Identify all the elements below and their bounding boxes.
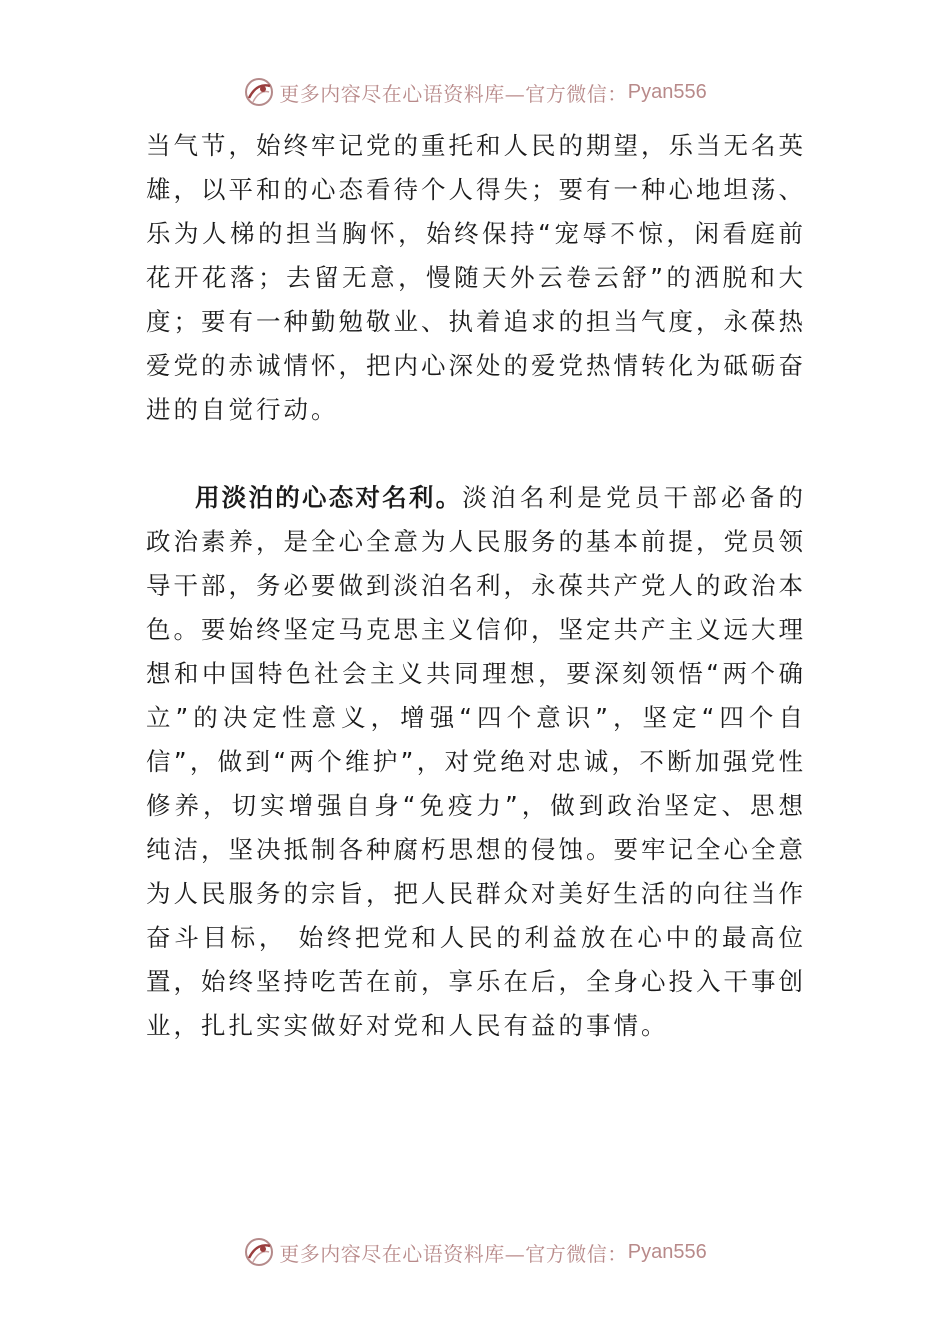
watermark-wechat-id: Pyan556 <box>627 80 707 103</box>
header-watermark <box>0 72 950 112</box>
watermark-text: 更多内容尽在心语资料库—官方微信： <box>279 1241 628 1266</box>
paragraph-continuation: 当气节，始终牢记党的重托和人民的期望，乐当无名英雄，以平和的心态看待个人得失；要有一种心地坦荡、乐为人梯的担当胸怀，始终保持“宠辱不惊，闲看庭前花开花落；去留无意，慢随天外云卷云舒”的洒脱和大度；要有一种勤勉敬业、执着追求的担当气度，永葆热爱党的赤诚情怀，把内心深处的爱党热情转化为砥砺奋进的自觉行动。 <box>146 131 806 424</box>
footer-watermark <box>0 1232 950 1272</box>
watermark-wechat-id: Pyan556 <box>627 1240 707 1263</box>
paragraph-heading: 用淡泊的心态对名利。 <box>195 483 463 512</box>
watermark-text: 更多内容尽在心语资料库—官方微信： <box>279 81 628 106</box>
logo-icon <box>243 76 275 108</box>
paragraph-body: 淡泊名利是党员干部必备的政治素养，是全心全意为人民服务的基本前提，党员领导干部，务必要做到淡泊名利，永葆共产党人的政治本色。要始终坚定马克思主义信仰，坚定共产主义远大理想和中国特色社会主义共同理想，要深刻领悟“两个确立”的决定性意义，增强“四个意识”，坚定“四个自信”，做到“两个维护”，对党绝对忠诚，不断加强党性修养，切实增强自身“免疫力”，做到政治坚定、思想纯洁，坚决抵制各种腐朽思想的侵蚀。要牢记全心全意为人民服务的宗旨，把人民群众对美好生活的向往当作奋斗目标， 始终把党和人民的利益放在心中的最高位置，始终坚持吃苦在前，享乐在后，全身心投入干事创业，扎扎实实做好对党和人民有益的事情。 <box>146 483 807 1040</box>
logo-icon <box>243 1236 275 1268</box>
paragraph-fame-and-gain <box>146 476 806 1048</box>
document-body <box>146 124 806 1048</box>
